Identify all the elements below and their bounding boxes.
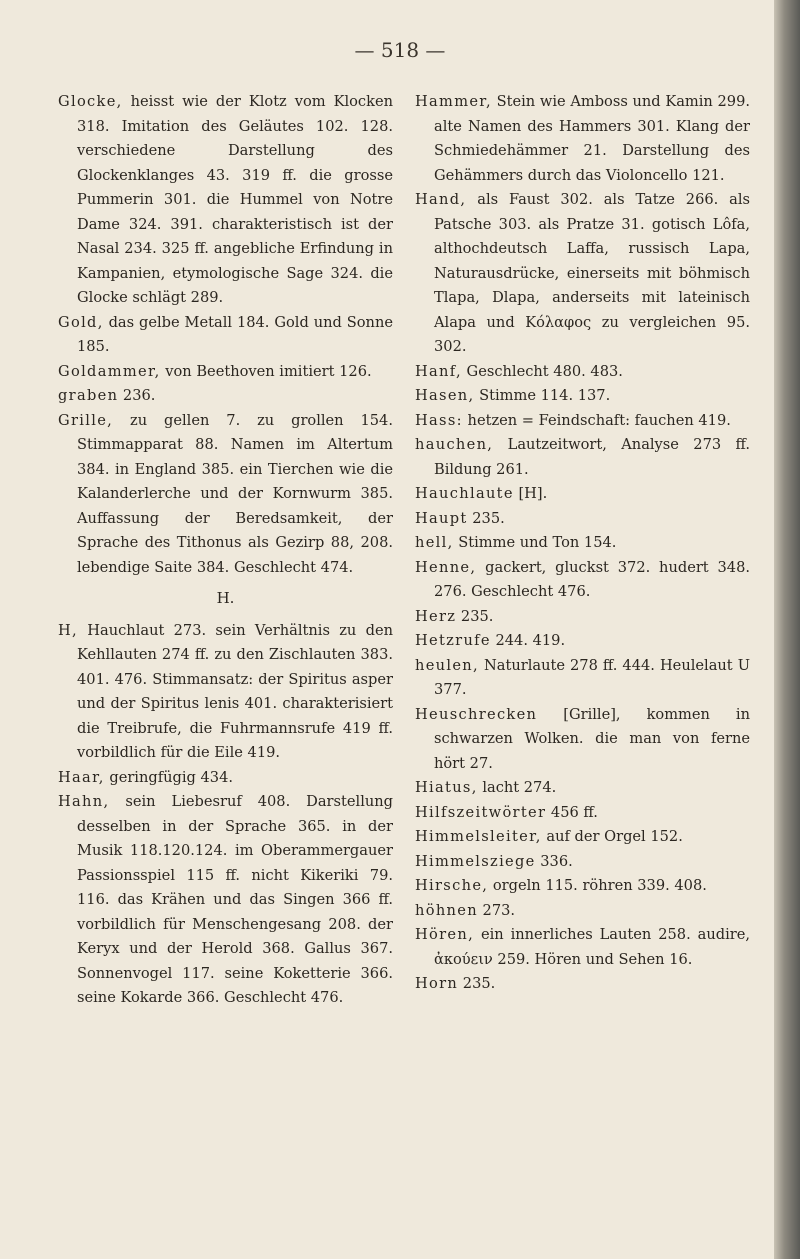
index-entry xyxy=(58,311,393,360)
index-entry xyxy=(415,776,750,801)
entry-text: 236. xyxy=(118,387,156,404)
index-entry xyxy=(415,972,750,997)
index-entry xyxy=(415,188,750,360)
entry-headword: Himmelsleiter, xyxy=(415,828,542,845)
entry-headword: Goldammer, xyxy=(58,362,161,380)
entry-headword: Hören, xyxy=(415,926,475,943)
entry-text: zu gellen 7. zu grollen 154. Stimmapparat 88. Namen im Altertum 384. in England 385. ein Tierchen wie die Kalanderlerche und der Kornwurm 385. Auffassung der Beredsamkeit, der Sprache des Tithonus als Gezirp 88, 208. lebendige Saite 384. Geschlecht 474. xyxy=(77,411,393,576)
right-column xyxy=(415,90,750,997)
index-entry xyxy=(415,433,750,482)
index-entry xyxy=(58,766,393,791)
entry-headword: hauchen, xyxy=(415,436,494,453)
index-entry xyxy=(415,825,750,850)
entry-text: sein Liebesruf 408. Darstellung desselben in der Sprache 365. in der Musik 118.120.124. im Oberammergauer Passionsspiel 115 ff. nicht Kikeriki 79. 116. das Krähen und das Singen 366 ff. vorbildlich für Menschengesang 208. der Keryx und der Herold 368. Gallus 367. Sonnenvogel 117. seine Koketterie 366. seine Kokarde 366. Geschlecht 476. xyxy=(77,793,393,1006)
entry-headword: Haar, xyxy=(58,768,105,786)
index-entry xyxy=(415,629,750,654)
entry-headword: Hilfszeitwörter xyxy=(415,803,547,821)
entry-headword: Henne, xyxy=(415,558,477,576)
index-entry xyxy=(58,384,393,409)
entry-text: ein innerliches Lauten 258. audire, ἀκούειν 259. Hören und Sehen 16. xyxy=(434,926,750,968)
entry-text: lacht 274. xyxy=(477,779,557,796)
entry-text: gackert, gluckst 372. hudert 348. 276. Geschlecht 476. xyxy=(434,558,750,600)
section-heading: H. xyxy=(216,589,235,607)
page-number: — 518 — xyxy=(354,38,446,62)
index-entry xyxy=(58,90,393,311)
index-entry xyxy=(415,801,750,826)
index-entry xyxy=(415,899,750,924)
entry-headword: Haupt xyxy=(415,509,468,527)
entry-headword: Hauchlaute xyxy=(415,485,514,502)
entry-headword: Hass: xyxy=(415,411,463,429)
index-entry xyxy=(58,790,393,1011)
index-entry xyxy=(415,360,750,385)
entry-headword: H, xyxy=(58,621,78,639)
index-entry xyxy=(415,531,750,556)
entry-text: auf der Orgel 152. xyxy=(541,828,683,845)
entry-headword: Hahn, xyxy=(58,793,110,810)
entry-headword: Hirsche, xyxy=(415,877,489,894)
index-entry xyxy=(415,384,750,409)
entry-text: 235. xyxy=(458,975,496,992)
entry-text: 235. xyxy=(456,607,494,625)
entry-text: Lautzeitwort, Analyse 273 ff. Bildung 261. xyxy=(434,436,750,478)
index-entry xyxy=(415,507,750,532)
entry-text: orgeln 115. röhren 339. 408. xyxy=(488,877,707,894)
index-entry xyxy=(415,556,750,605)
entry-headword: Heuschrecken xyxy=(415,705,538,723)
entry-headword: Grille, xyxy=(58,411,114,429)
index-entry xyxy=(415,850,750,875)
entry-text: Stein wie Amboss und Kamin 299. alte Namen des Hammers 301. Klang der Schmiedehämmer 21. Darstellung des Gehämmers durch das Violoncello 121. xyxy=(434,93,750,184)
entry-text: Stimme 114. 137. xyxy=(474,387,611,404)
entry-headword: Hetzrufe xyxy=(415,632,491,649)
entry-text: hetzen = Feindschaft: fauchen 419. xyxy=(462,411,731,429)
entry-headword: Hand, xyxy=(415,191,467,208)
index-entry xyxy=(58,619,393,766)
index-entry xyxy=(415,482,750,507)
entry-text: von Beethoven imitiert 126. xyxy=(160,362,372,380)
entry-headword: Hiatus, xyxy=(415,779,478,796)
entry-text: geringfügig 434. xyxy=(104,768,234,786)
entry-text: Geschlecht 480. 483. xyxy=(461,362,623,380)
entry-text: 273. xyxy=(477,901,516,919)
entry-headword: Hammer, xyxy=(415,93,492,110)
entry-headword: höhnen xyxy=(415,901,478,919)
entry-headword: graben xyxy=(58,387,119,404)
index-entry xyxy=(58,409,393,581)
entry-headword: Horn xyxy=(415,975,459,992)
entry-text: 336. xyxy=(535,852,573,870)
entry-text: als Faust 302. als Tatze 266. als Patsche 303. als Pratze 31. gotisch Lôfa, althochdeutsch Laffa, russisch Lapa, Naturausdrücke, einerseits mit böhmisch Tlapa, Dlapa, anderseits mit lateinisch Alapa und Κόλαφος zu vergleichen 95. 302. xyxy=(434,191,750,355)
entry-headword: Hanf, xyxy=(415,362,462,380)
index-entry xyxy=(415,654,750,703)
index-entry xyxy=(415,923,750,972)
page-edge-shadow xyxy=(774,0,800,1259)
entry-text: 235. xyxy=(467,509,505,527)
entry-text: 456 ff. xyxy=(546,803,598,821)
index-entry xyxy=(415,874,750,899)
index-entry xyxy=(415,409,750,434)
entry-text: heisst wie der Klotz vom Klocken 318. Imitation des Geläutes 102. 128. verschiedene Darstellung des Glockenklanges 43. 319 ff. die grosse Pummerin 301. die Hummel von Notre Dame 324. 391. charakteristisch ist der Nasal 234. 325 ff. angebliche Erfindung in Kampanien, etymologische Sage 324. die Glocke schlägt 289. xyxy=(77,93,393,306)
entry-text: 244. 419. xyxy=(490,632,566,649)
index-entry xyxy=(58,360,393,385)
entry-headword: Gold, xyxy=(58,313,104,331)
entry-headword: Hasen, xyxy=(415,387,475,404)
entry-text: das gelbe Metall 184. Gold und Sonne 185. xyxy=(77,313,393,355)
entry-headword: Herz xyxy=(415,607,457,625)
index-entry xyxy=(415,605,750,630)
entry-headword: heulen, xyxy=(415,656,479,674)
entry-text: Stimme und Ton 154. xyxy=(453,534,617,551)
entry-headword: Himmelsziege xyxy=(415,852,536,870)
index-entry xyxy=(415,703,750,777)
index-entry xyxy=(415,90,750,188)
left-column xyxy=(58,90,393,1011)
entry-text: [Grille], kommen in schwarzen Wolken. die man von ferne hört 27. xyxy=(434,705,750,772)
entry-text: Naturlaute 278 ff. 444. Heulelaut U 377. xyxy=(434,656,750,698)
entry-headword: hell, xyxy=(415,534,454,551)
entry-headword: Glocke, xyxy=(58,93,123,110)
entry-text: [H]. xyxy=(513,485,548,502)
entry-text: Hauchlaut 273. sein Verhältnis zu den Kehllauten 274 ff. zu den Zischlauten 383. 401. 476. Stimmansatz: der Spiritus asper und der Spiritus lenis 401. charakterisiert die Treibrufe, die Fuhrmannsrufe 419 ff. vorbildlich für die Eile 419. xyxy=(77,621,393,761)
